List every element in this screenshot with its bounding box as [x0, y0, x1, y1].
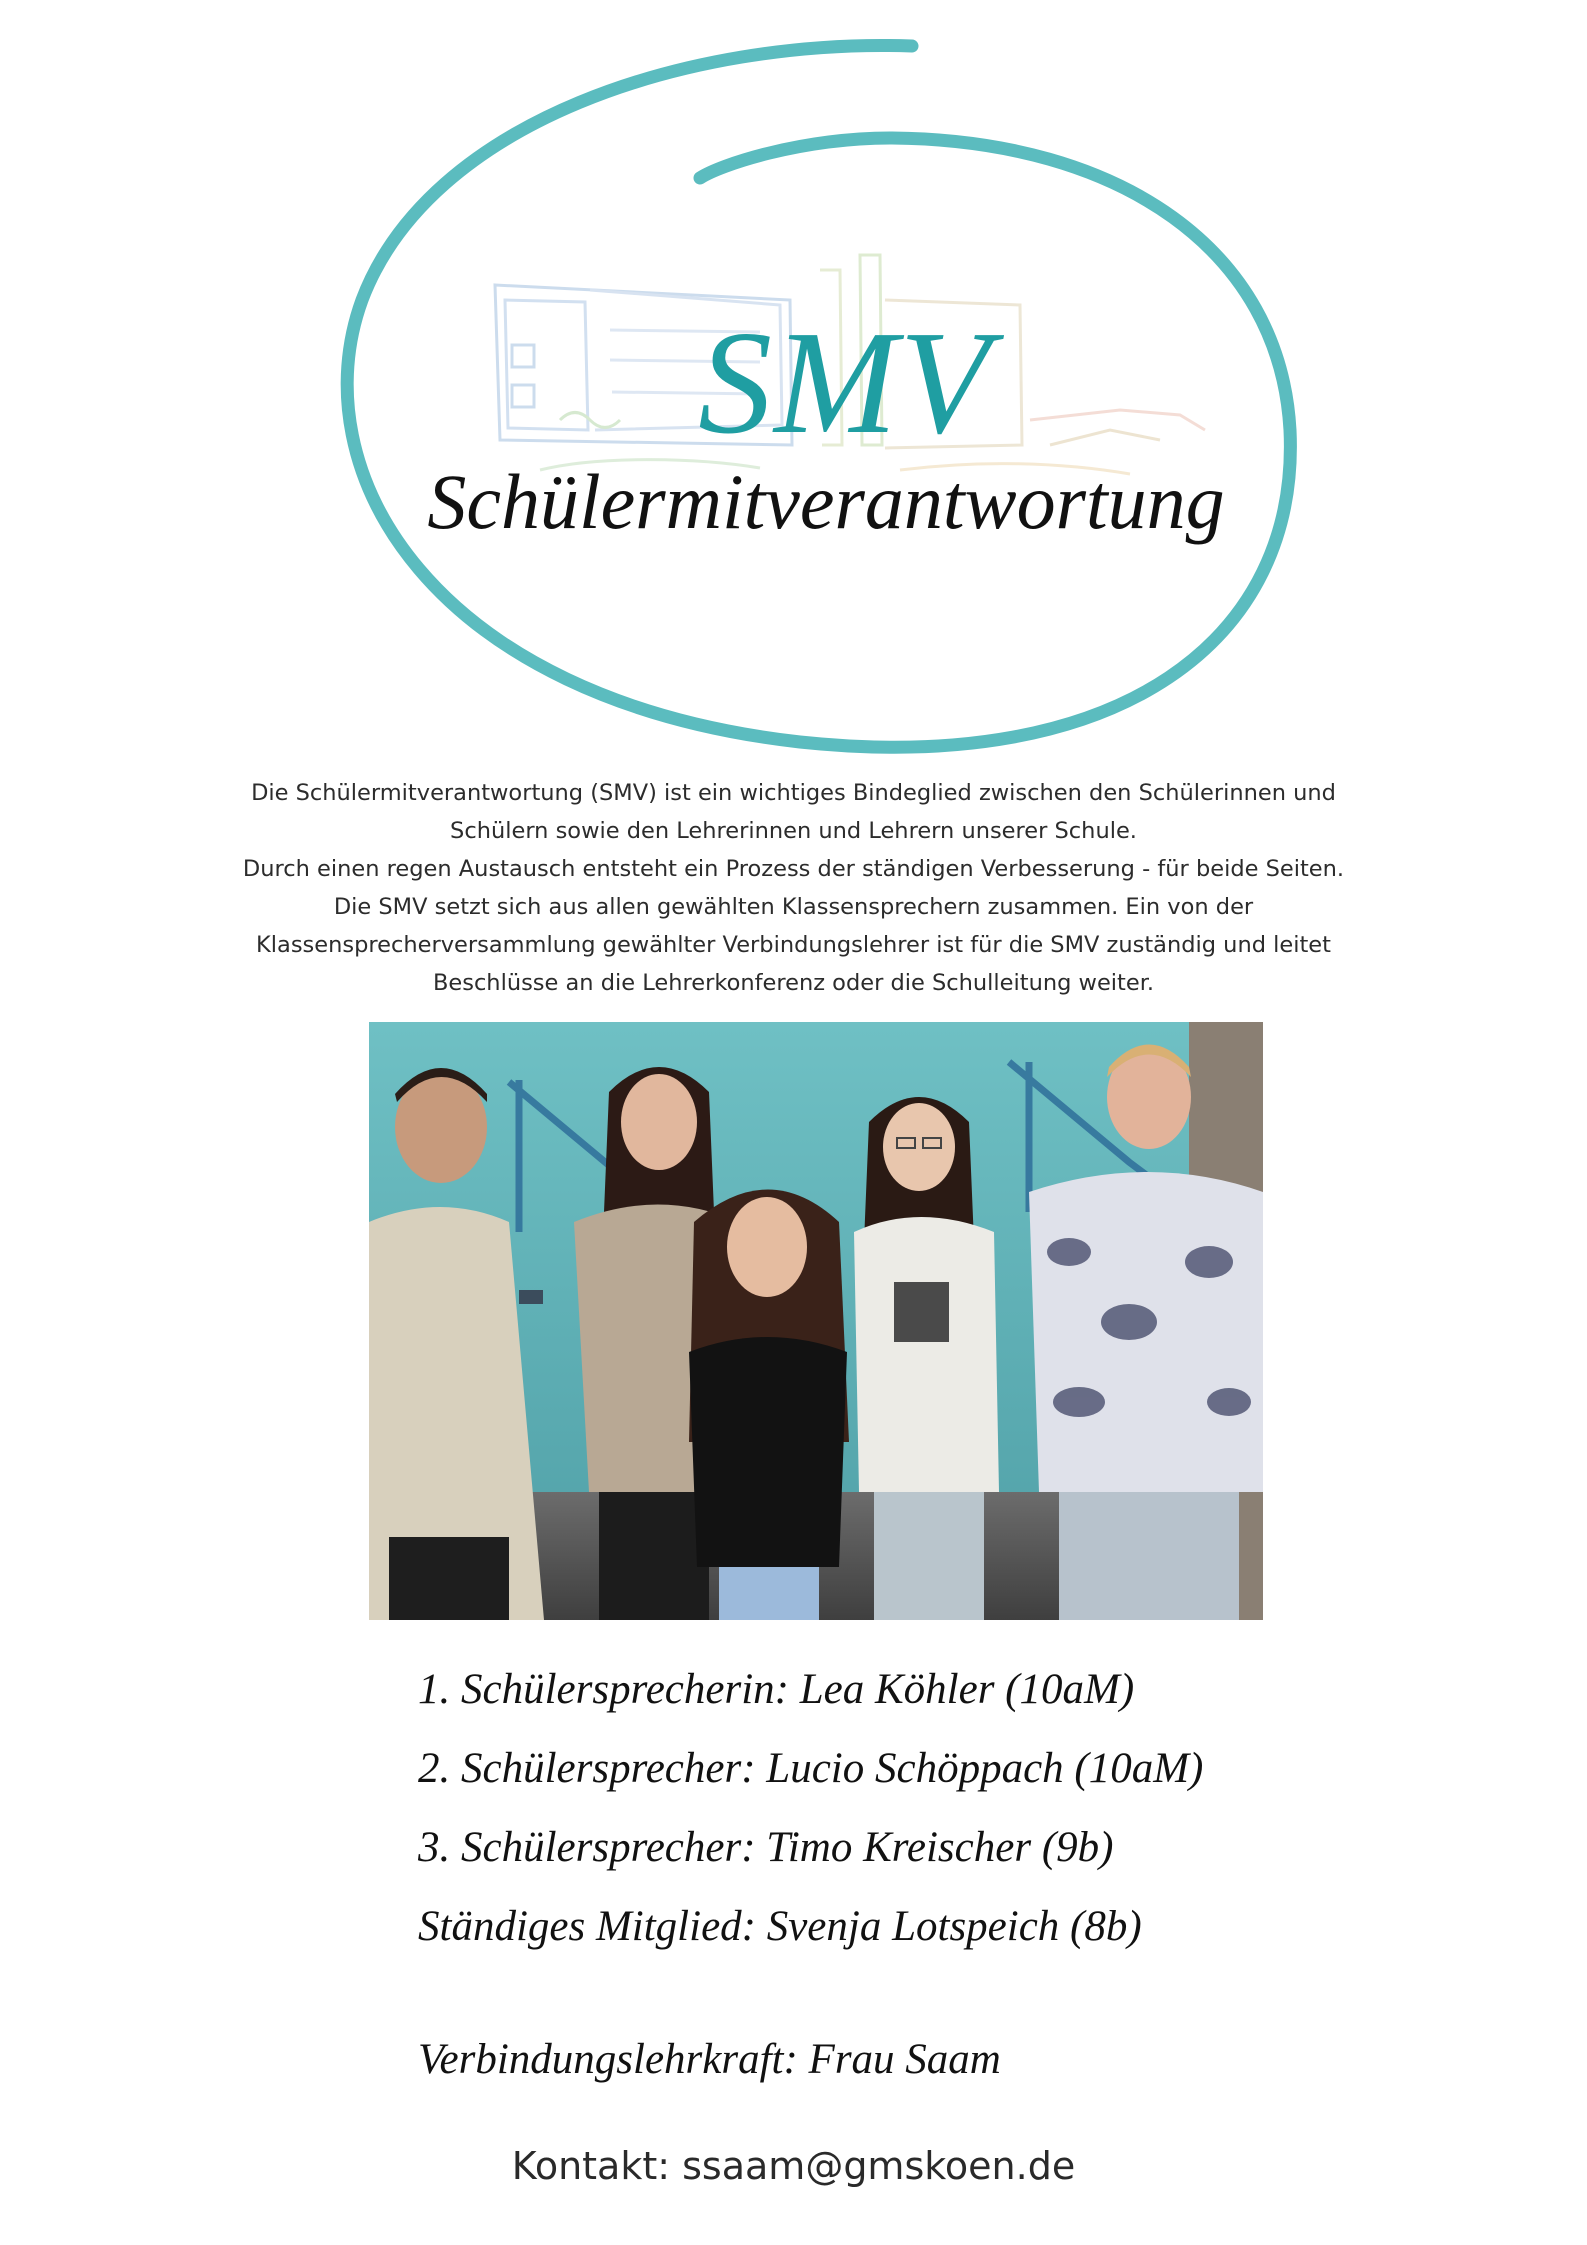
smv-logo: [0, 0, 1587, 770]
logo-subtitle: Schülermitverantwortung: [427, 458, 1225, 545]
intro-line: Die SMV setzt sich aus allen gewählten Klassensprechern zusammen. Ein von der: [333, 894, 1254, 920]
liaison-teacher: Verbindungslehrkraft: Frau Saam: [418, 2036, 1001, 2083]
logo-title: SMV: [698, 301, 992, 465]
intro-line: Beschlüsse an die Lehrerkonferenz oder die Schulleitung weiter.: [432, 970, 1155, 996]
member-item: Ständiges Mitglied: Svenja Lotspeich (8b): [418, 1903, 1142, 1950]
member-item: 3. Schülersprecher: Timo Kreischer (9b): [418, 1824, 1114, 1871]
contact-line: Kontakt: ssaam@gmskoen.de: [511, 2144, 1076, 2188]
member-item: 1. Schülersprecherin: Lea Köhler (10aM): [418, 1666, 1135, 1713]
group-photo: [369, 1022, 1263, 1620]
intro-line: Durch einen regen Austausch entsteht ein Prozess der ständigen Verbesserung - für beide Seiten.: [242, 856, 1345, 882]
member-list: [418, 1650, 1518, 1966]
member-item: 2. Schülersprecher: Lucio Schöppach (10aM): [418, 1745, 1204, 1792]
intro-line: Schülern sowie den Lehrerinnen und Lehrern unserer Schule.: [450, 818, 1137, 844]
intro-line: Klassensprecherversammlung gewählter Verbindungslehrer ist für die SMV zuständig und leitet: [256, 932, 1331, 958]
intro-paragraph: [180, 774, 1407, 1002]
intro-line: Die Schülermitverantwortung (SMV) ist ein wichtiges Bindeglied zwischen den Schülerinnen und: [251, 780, 1336, 806]
